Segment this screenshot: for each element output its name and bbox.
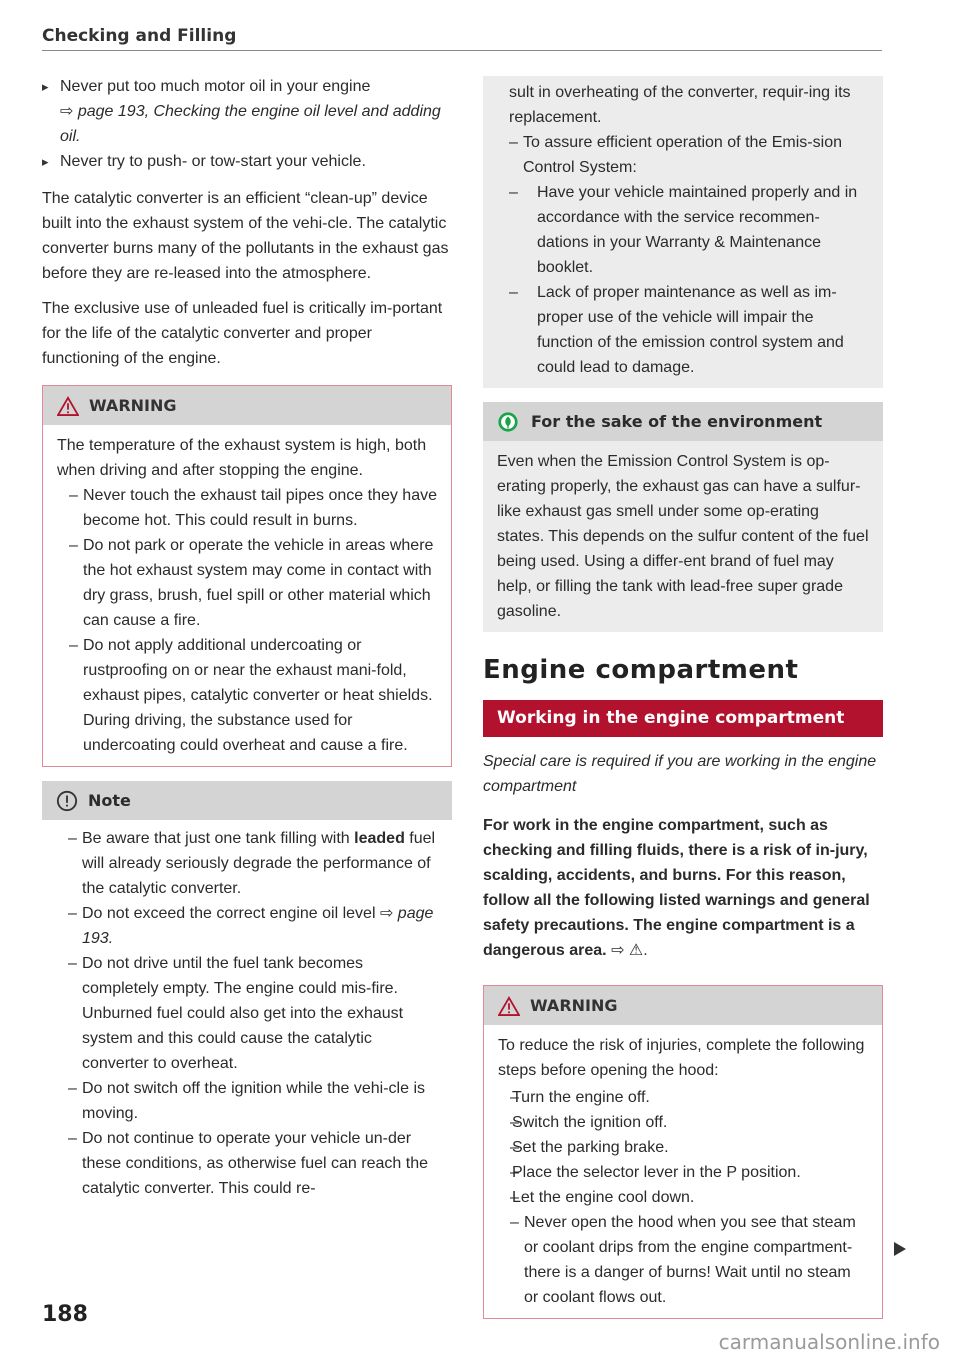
warning-intro: The temperature of the exhaust system is high, both when driving and after stopping the engine. [57,437,427,479]
continuation-text: sult in overheating of the converter, requir-ing its replacement. [509,84,851,126]
list-item: – Place the selector lever in the P position. [498,1160,868,1185]
list-item: – Do not continue to operate your vehicle un-der these conditions, as otherwise fuel can reach the catalytic converter. This could re- [56,1126,438,1201]
sub-list-item: – Have your vehicle maintained properly and in accordance with the service recommen-dations in your Warranty & Maintenance booklet. [497,180,869,280]
list-item: – Do not switch off the ignition while the vehi-cle is moving. [56,1076,438,1126]
note-title: Note [88,791,131,810]
list-item: – Do not park or operate the vehicle in areas where the hot exhaust system may come in contact with dry grass, brush, fuel spill or other material which can cause a fire. [57,533,437,633]
page-header [42,24,882,51]
warning-title: WARNING [89,396,177,415]
list-item: – Let the engine cool down. [498,1185,868,1210]
subsection-title: Working in the engine compartment [483,700,883,737]
warning-body [43,425,451,766]
section-title: Engine compartment [483,655,799,685]
list-item: – Turn the engine off. [498,1085,868,1110]
section-header-title: Checking and Filling [42,26,237,46]
page-number: 188 [42,1302,88,1327]
environment-body: Even when the Emission Control System is op-erating properly, the exhaust gas can have a sulfur-like exhaust gas smell under some op-erating states. This depends on the sulfur content of the fuel being used. Using a differ-ent brand of fuel may help, or filling the tank with lead-free super grade gasoline. [483,441,883,632]
warning-triangle-icon [57,396,79,416]
page-reference-link[interactable]: ⇨ page 193, Checking the engine oil level and adding oil. [60,103,441,145]
warning-box [42,385,452,767]
note-header [42,781,452,820]
list-item: – To assure efficient operation of the Emis-sion Control System: [497,130,869,180]
warning-header [484,986,882,1025]
note-continuation-box [483,76,883,388]
environment-header [483,402,883,441]
note-box [42,781,452,1209]
list-item: – Do not drive until the fuel tank becomes completely empty. The engine could mis-fire. Unburned fuel could also get into the exhaust system and this could cause the catalytic converter to overheat. [56,951,438,1076]
left-column [42,74,452,1223]
continue-arrow-icon [894,1242,906,1256]
note-info-icon [56,790,78,812]
safety-paragraph: For work in the engine compartment, such as checking and filling fluids, there is a risk of in-jury, scalding, accidents, and burns. For this reason, follow all the following listed warnings and general safety precautions. The engine compartment is a dangerous area. ⇨ ⚠. [483,817,870,959]
list-item: – Do not apply additional undercoating or rustproofing on or near the exhaust mani-fold, exhaust pipes, catalytic converter or heat shields. During driving, the substance used for undercoating could overheat and cause a fire. [57,633,437,758]
environment-leaf-icon [497,411,519,433]
environment-title: For the sake of the environment [531,412,823,431]
bullet-item: ▸ Never put too much motor oil in your engine [42,74,452,99]
list-item: – Never open the hood when you see that steam or coolant drips from the engine compartment- there is a danger of burns! Wait until no steam or coolant flows out. [498,1210,868,1310]
warning-header [43,386,451,425]
warning-triangle-icon [498,996,520,1016]
warning-title: WARNING [530,996,618,1015]
warning-intro: To reduce the risk of injuries, complete the following steps before opening the hood: [498,1037,865,1079]
list-item: – Do not exceed the correct engine oil level ⇨ page 193. [56,901,438,951]
note-body [42,820,452,1209]
warning-body [484,1025,882,1318]
environment-box [483,402,883,632]
watermark: carmanualsonline.info [718,1330,940,1354]
warning-box [483,985,883,1319]
sub-list-item: – Lack of proper maintenance as well as im-proper use of the vehicle will impair the function of the emission control system and could lead to damage. [497,280,869,380]
paragraph: The catalytic converter is an efficient “clean-up” device built into the exhaust system of the vehi-cle. The catalytic converter burns many of the pollutants in the exhaust gas before they are re-leased into the atmosphere. [42,190,449,282]
page-reference-link[interactable]: ⇨ page 193. [82,905,434,947]
list-item: – Set the parking brake. [498,1135,868,1160]
section-intro: Special care is required if you are working in the engine compartment [483,753,877,795]
list-item: – Never touch the exhaust tail pipes once they have become hot. This could result in burns. [57,483,437,533]
warning-reference-link[interactable]: ⇨ ⚠. [611,942,648,959]
bullet-item: ▸ Never try to push- or tow-start your vehicle. [42,149,452,174]
list-item: – Switch the ignition off. [498,1110,868,1135]
right-column [483,76,883,1333]
list-item: – Be aware that just one tank filling with leaded fuel will already seriously degrade the performance of the catalytic converter. [56,826,438,901]
paragraph: The exclusive use of unleaded fuel is critically im-portant for the life of the catalytic converter and proper functioning of the engine. [42,300,443,367]
